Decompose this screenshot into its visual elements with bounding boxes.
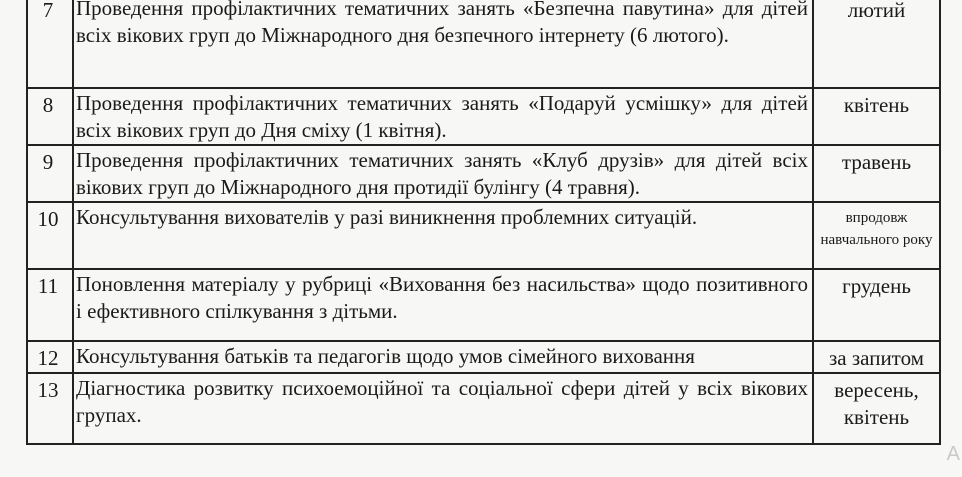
table-row (27, 373, 940, 444)
activity-description: Проведення профілактичних тематичних занять «Клуб друзів» для дітей всіх вікових груп до Міжнародного дня протидії булінгу (4 травня). (73, 145, 813, 202)
corner-mark: А (946, 443, 960, 465)
activity-term: лютий (813, 0, 940, 88)
activity-description: Поновлення матеріалу у рубриці «Виховання без насильства» щодо позитивного і ефективного спілкування з дітьми. (73, 269, 813, 341)
activity-term: квітень (813, 88, 940, 145)
activity-table-wrapper (26, 0, 939, 445)
row-number: 9 (27, 145, 73, 202)
table-row (27, 145, 940, 202)
row-number: 13 (27, 373, 73, 444)
activity-term: травень (813, 145, 940, 202)
activity-table (26, 0, 941, 445)
row-number: 12 (27, 341, 73, 373)
table-row (27, 341, 940, 373)
table-row (27, 202, 940, 269)
activity-description: Консультування вихователів у разі виникнення проблемних ситуацій. (73, 202, 813, 269)
table-row (27, 0, 940, 88)
activity-term: за запитом (813, 341, 940, 373)
activity-description: Діагностика розвитку психоемоційної та соціальної сфери дітей у всіх вікових групах. (73, 373, 813, 444)
activity-description: Проведення профілактичних тематичних занять «Подаруй усмішку» для дітей всіх вікових груп до Дня сміху (1 квітня). (73, 88, 813, 145)
activity-term: вересень, квітень (813, 373, 940, 444)
row-number: 7 (27, 0, 73, 88)
activity-description: Проведення профілактичних тематичних занять «Безпечна павутина» для дітей всіх вікових груп до Міжнародного дня безпечного інтернету (6 лютого). (73, 0, 813, 88)
row-number: 10 (27, 202, 73, 269)
activity-description: Консультування батьків та педагогів щодо умов сімейного виховання (73, 341, 813, 373)
row-number: 11 (27, 269, 73, 341)
activity-term: впродовж навчального року (813, 202, 940, 269)
table-row (27, 88, 940, 145)
row-number: 8 (27, 88, 73, 145)
activity-term: грудень (813, 269, 940, 341)
table-row (27, 269, 940, 341)
